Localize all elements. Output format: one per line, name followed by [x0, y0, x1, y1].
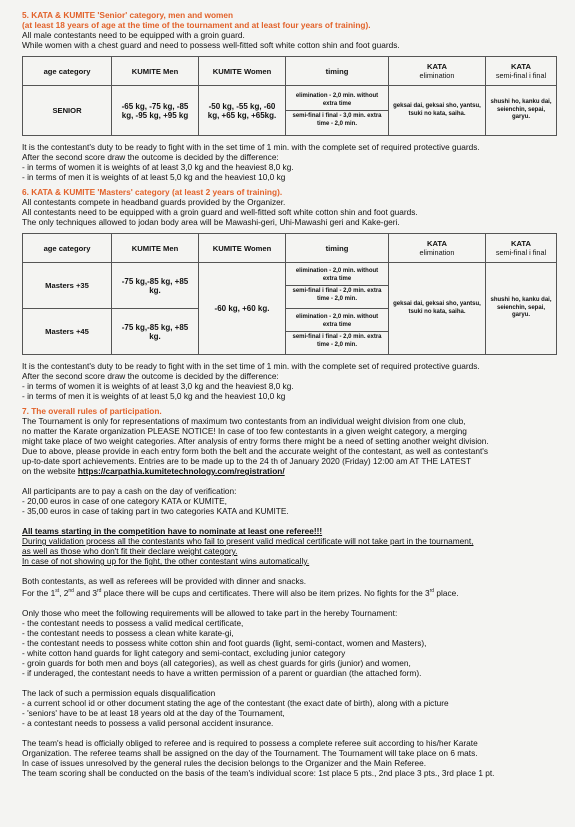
website-line: on the website https://carpathia.kumitetechnology.com/registration/: [22, 466, 285, 476]
senior-category-table: [22, 56, 557, 136]
senior-kata-final-cell: shushi ho, kanku dai, seienchin, sepai, garyu.: [486, 86, 557, 136]
masters-45-men-cell: -75 kg,-85 kg, +85 kg.: [112, 309, 199, 355]
masters-45-age-cell: Masters +45: [23, 309, 112, 355]
col-kumite-women: KUMITE Women: [199, 234, 286, 263]
col-timing: timing: [286, 57, 389, 86]
section-5-after: It is the contestant's duty to be ready to fight with in the set time of 1 min. with the complete set of required protective guards.: [22, 142, 480, 152]
col-kata-elimination: KATA elimination: [389, 234, 486, 263]
referee-heading: All teams starting in the competition have to nominate at least one referee!!!: [22, 526, 323, 536]
fees-line: - 35,00 euros in case of taking part in two categories KATA and KUMITE.: [22, 506, 289, 516]
section-6-line: All contestants compete in headband guards provided by the Organizer.: [22, 197, 286, 207]
dinner-line: Both contestants, as well as referees will be provided with dinner and snacks.: [22, 576, 307, 586]
col-kumite-women: KUMITE Women: [199, 57, 286, 86]
requirement-item: - the contestant needs to possess white cotton shin and foot guards (light, semi-contact, women and Masters),: [22, 637, 427, 648]
section-5-after: - in terms of men it is weights of at least 5,0 kg and the heaviest 10,0 kg: [22, 172, 286, 182]
section-7-heading: 7. The overall rules of participation.: [22, 406, 162, 416]
masters-45-timing-cell: [286, 309, 389, 355]
timing-final: semi-final i final - 3,0 min. extra time - 2,0 min.: [286, 110, 388, 130]
senior-age-cell: SENIOR: [23, 86, 112, 136]
requirement-item: - groin guards for both men and boys (all categories), as well as chest guards for girls (junior) and women,: [22, 657, 411, 668]
section-5-subheading: (at least 18 years of age at the time of the tournament and at least four years of training).: [22, 20, 371, 30]
validation-line: During validation process all the contestants who fail to present valid medical certificate will not take part in the tournament,: [22, 536, 474, 546]
fees-line: All participants are to pay a cash on the day of verification:: [22, 486, 237, 496]
section-6-line: The only techniques allowed to jodan body area will be Mawashi-geri, Uhi-Mawashi geri and Kake-geri.: [22, 217, 400, 227]
senior-men-cell: -65 kg, -75 kg, -85 kg, -95 kg, +95 kg: [112, 86, 199, 136]
section-5-heading: 5. KATA & KUMITE 'Senior' category, men and women: [22, 10, 234, 20]
masters-35-men-cell: -75 kg,-85 kg, +85 kg.: [112, 263, 199, 309]
rules-paragraph-line: might take place of two weight categories. After analysis of entry forms there might be a need of setting another weight division.: [22, 436, 489, 446]
masters-35-timing-cell: [286, 263, 389, 309]
senior-kata-elim-cell: geksai dai, geksai sho, yantsu, tsuki no kata, saiha.: [389, 86, 486, 136]
final-line: The team scoring shall be conducted on the basis of the team's individual score: 1st place 5 pts., 2nd place 3 pts., 3rd place 1 pt.: [22, 767, 495, 778]
section-6-after: It is the contestant's duty to be ready to fight with in the set time of 1 min. with the complete set of required protective guards.: [22, 361, 480, 371]
section-6-after: - in terms of men it is weights of at least 5,0 kg and the heaviest 10,0 kg: [22, 391, 286, 401]
rules-paragraph-line: up-to-date sport achievements. Entries are to be made up to the 24 th of January 2020 (Friday) 12:00 am AT THE LATEST: [22, 456, 472, 466]
lack-line: - a current school id or other document stating the age of the contestant (the exact date of birth), along with a picture: [22, 697, 449, 708]
requirement-item: - if underaged, the contestant needs to have a written permission of a parent or guardian (the attached form).: [22, 667, 422, 678]
section-5-line: While women with a chest guard and need to possess well-fitted soft white cotton shin and foot guards.: [22, 40, 400, 50]
requirement-item: - the contestant needs to possess a clean white karate-gi,: [22, 627, 234, 638]
registration-link[interactable]: https://carpathia.kumitetechnology.com/registration/: [77, 466, 285, 476]
col-kumite-men: KUMITE Men: [112, 57, 199, 86]
rules-paragraph-line: no matter the Karate organization PLEASE NOTICE! In case of too few contestants in a given weight category, a merging: [22, 426, 467, 436]
masters-35-age-cell: Masters +35: [23, 263, 112, 309]
lack-line: The lack of such a permission equals disqualification: [22, 687, 216, 698]
final-line: Organization. The referee teams shall be assigned on the day of the Tournament. The Tournament will take place on 6 mats.: [22, 747, 478, 758]
col-age-category: age category: [23, 234, 112, 263]
masters-kata-final-cell: shushi ho, kanku dai, seienchin, sepai, garyu.: [486, 263, 557, 355]
senior-women-cell: -50 kg, -55 kg, -60 kg, +65 kg, +65kg.: [199, 86, 286, 136]
section-5-after: After the second score draw the outcome is decided by the difference:: [22, 152, 279, 162]
section-6-after: After the second score draw the outcome is decided by the difference:: [22, 371, 279, 381]
col-timing: timing: [286, 234, 389, 263]
timing-elimination: elimination - 2,0 min. without extra time: [295, 93, 379, 107]
rules-paragraph-line: The Tournament is only for representations of maximum two contestants from an individual weight division from one club,: [22, 416, 466, 426]
col-kata-elimination: KATA elimination: [389, 57, 486, 86]
timing-elimination: elimination - 2,0 min. without extra time: [295, 268, 379, 282]
validation-line: as well as those who don't fit their declare weight category.: [22, 546, 238, 556]
requirement-item: - the contestant needs to possess a valid medical certificate,: [22, 617, 244, 628]
section-5-after: - in terms of women it is weights of at least 3,0 kg and the heaviest 8,0 kg.: [22, 162, 294, 172]
fees-line: - 20,00 euros in case of one category KATA or KUMITE,: [22, 496, 227, 506]
col-kata-final: KATA semi-final i final: [486, 234, 557, 263]
final-line: In case of issues unresolved by the general rules the decision belongs to the Organizer and the Main Referee.: [22, 757, 427, 768]
requirement-item: - white cotton hand guards for light category and semi-contact, excluding junior category: [22, 647, 346, 658]
section-6-heading: 6. KATA & KUMITE 'Masters' category (at least 2 years of training).: [22, 187, 283, 197]
senior-timing-cell: [286, 86, 389, 136]
masters-women-cell: -60 kg, +60 kg.: [199, 263, 286, 355]
section-5-line: All male contestants need to be equipped with a groin guard.: [22, 30, 245, 40]
timing-final: semi-final i final - 2,0 min. extra time - 2,0 min.: [286, 285, 388, 305]
requirements-heading: Only those who meet the following requirements will be allowed to take part in the hereby Tournament:: [22, 607, 398, 618]
section-6-after: - in terms of women it is weights of at least 3,0 kg and the heaviest 8,0 kg.: [22, 381, 294, 391]
col-kata-final: KATA semi-final i final: [486, 57, 557, 86]
final-line: The team's head is officially obliged to referee and is required to possess a complete referee suit according to his/her Karate: [22, 737, 478, 748]
masters-kata-elim-cell: geksai dai, geksai sho, yantsu, tsuki no kata, saiha.: [389, 263, 486, 355]
col-age-category: age category: [23, 57, 112, 86]
lack-line: - a contestant needs to possess a valid personal accident insurance.: [22, 717, 274, 728]
col-kumite-men: KUMITE Men: [112, 234, 199, 263]
lack-line: - 'seniors' have to be at least 18 years old at the day of the Tournament,: [22, 707, 285, 718]
prizes-line: For the 1st, 2nd and 3rd place there will be cups and certificates. There will also be item prizes. No fights for the 3rd place.: [22, 587, 459, 598]
validation-line: In case of not showing up for the fight, the other contestant wins automatically.: [22, 556, 310, 566]
rules-paragraph-line: Due to above, please provide in each entry form both the belt and the accurate weight of the contestant, as well as contestant's: [22, 446, 489, 456]
masters-category-table: [22, 233, 557, 355]
timing-elimination: elimination - 2,0 min. without extra time: [295, 314, 379, 328]
section-6-line: All contestants need to be equipped with a groin guard and well-fitted soft white cotton shin and foot guards.: [22, 207, 418, 217]
timing-final: semi-final i final - 2,0 min. extra time - 2,0 min.: [286, 331, 388, 351]
